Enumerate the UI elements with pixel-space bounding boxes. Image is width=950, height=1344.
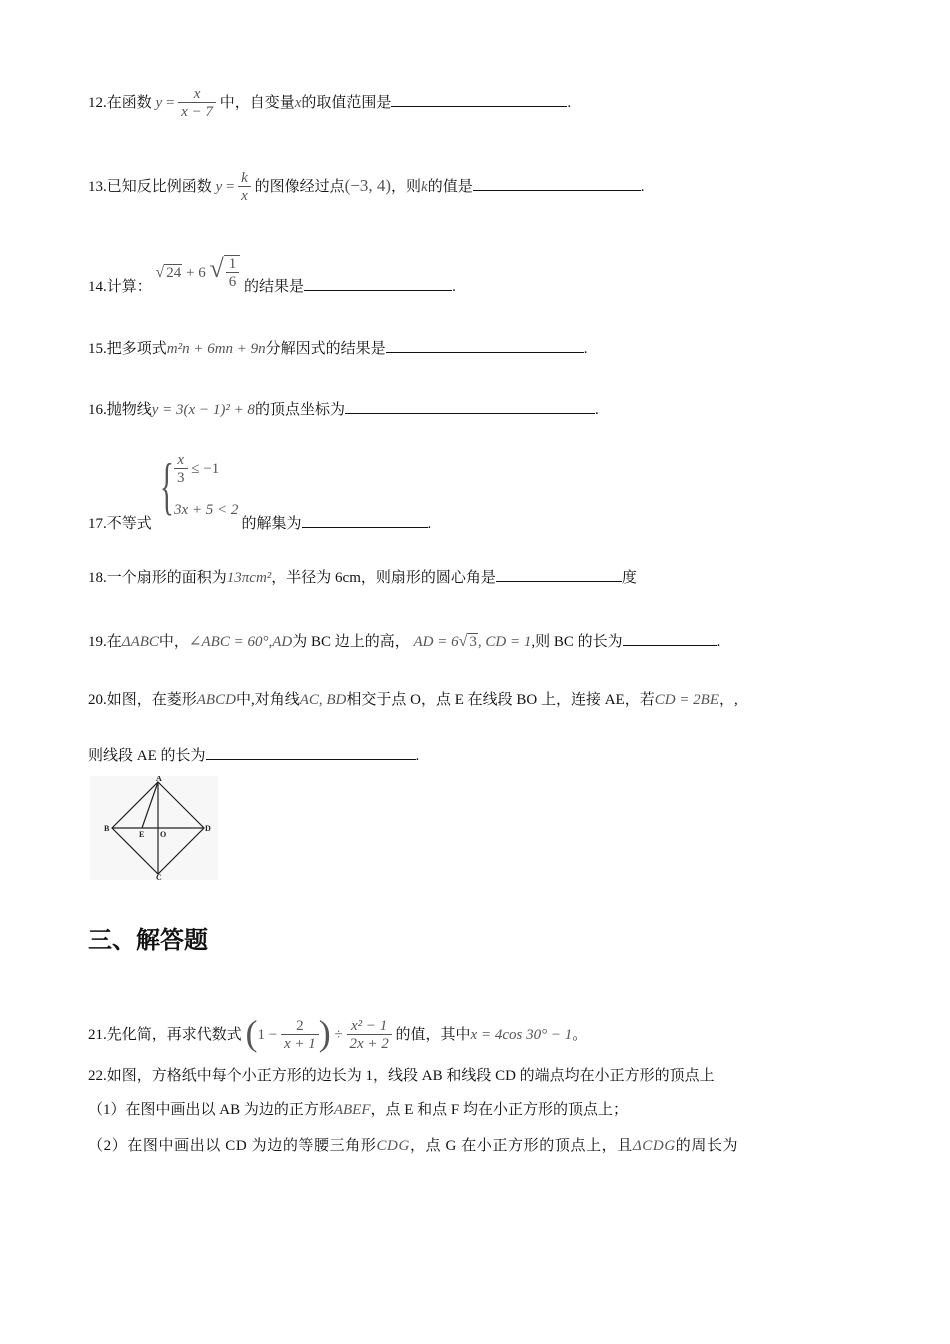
question-20-line2: 则线段 AE 的长为 . — [88, 744, 419, 765]
q21-x-value: x = 4cos 30° − 1 — [470, 1027, 573, 1043]
answer-blank-18[interactable] — [496, 567, 622, 582]
question-18: 18.一个扇形的面积为13πcm²，半径为 6cm，则扇形的圆心角是 度 — [88, 566, 637, 587]
q13-formula: y = $\frac{k}{x}$ — [216, 179, 255, 195]
answer-blank-14[interactable] — [304, 276, 452, 291]
q12-prefix: 12.在函数 — [88, 94, 152, 111]
rhombus-figure — [90, 776, 218, 880]
question-22-stem: 22.如图，方格纸中每个小正方形的边长为 1，线段 AB 和线段 CD 的端点均在小正方形的顶点上 — [88, 1068, 715, 1084]
question-19: 19.在ΔABC中，∠ABC = 60°,AD为 BC 边上的高， AD = 6√ 3, CD = 1,则 BC 的长为 . — [88, 633, 721, 650]
question-20: 20.如图，在菱形ABCD中,对角线AC, BD相交于点 O，点 E 在线段 BO 上，连接 AE，若CD = 2BE，, — [88, 692, 738, 708]
q12-formula: y = $\frac{x}{x - 7}$ — [156, 95, 220, 111]
question-16: 16.抛物线y = 3(x − 1)² + 8的顶点坐标为 . — [88, 398, 599, 419]
label-b: B — [104, 824, 110, 833]
rhombus-diagram — [90, 776, 218, 880]
question-22-part1: （1）在图中画出以 AB 为边的正方形ABEF，点 E 和点 F 均在小正方形的顶点上； — [88, 1102, 629, 1118]
question-17: 17.不等式 { $\frac{x}{3}$ ≤ −1 3x + 5 < 2 的解集为 . — [88, 450, 432, 532]
q17-system: { $\frac{x}{3}$ ≤ −1 3x + 5 < 2 — [160, 450, 239, 521]
q18-formula: 13πcm² — [226, 570, 272, 586]
question-15: 15.把多项式m²n + 6mn + 9n分解因式的结果是 . — [88, 337, 587, 358]
label-e: E — [139, 830, 145, 839]
question-13: 13.已知反比例函数 y = $\frac{k}{x}$ 的图像经过点(−3, 4)，则k的值是 . — [88, 170, 645, 204]
q15-formula: m²n + 6mn + 9n — [166, 341, 266, 357]
question-12: 12.在函数 y = $\frac{x}{x - 7}$ 中，自变量x的取值范围是 . — [88, 86, 572, 120]
label-o: O — [160, 830, 167, 839]
answer-blank-19[interactable] — [623, 631, 717, 646]
q20-condition: CD = 2BE — [654, 692, 720, 708]
q21-expression: (1 − $\frac{2}{x + 1}$ ) ÷ $\frac{\text{x² − 1}}{2x + 2}$ — [246, 1027, 396, 1043]
question-14: 14.计算： √ 24 + 6 √ $\frac{1}{6}$ 的结果是 . — [88, 254, 456, 295]
answer-blank-17[interactable] — [302, 513, 428, 528]
question-21: 21.先化简，再求代数式 (1 − $\frac{2}{x + 1}$ ) ÷ $\frac{\text{x² − 1}}{2x + 2}$ 的值，其中x = 4cos 30° − 1。 — [88, 1013, 588, 1053]
answer-blank-15[interactable] — [386, 338, 584, 353]
answer-blank-13[interactable] — [473, 176, 641, 191]
label-d: D — [205, 824, 211, 833]
question-22-part2: （2）在图中画出以 CD 为边的等腰三角形CDG，点 G 在小正方形的顶点上，且ΔCDG的周长为 — [88, 1138, 739, 1154]
label-c: C — [156, 873, 162, 880]
answer-blank-20[interactable] — [206, 745, 416, 760]
segment-ae — [142, 782, 158, 828]
answer-blank-16[interactable] — [345, 399, 595, 414]
q16-formula: y = 3(x − 1)² + 8 — [151, 402, 255, 418]
label-a: A — [156, 776, 162, 783]
q13-point: (−3, 4) — [344, 175, 392, 195]
answer-blank-12[interactable] — [391, 92, 567, 107]
section-heading: 三、解答题 — [88, 926, 208, 954]
q19-angle: ∠ABC = 60° — [188, 634, 269, 650]
q14-formula: √ 24 + 6 √ $\frac{1}{6}$ — [156, 265, 245, 281]
q19-formula: AD = 6√ 3, CD = 1 — [413, 633, 532, 650]
